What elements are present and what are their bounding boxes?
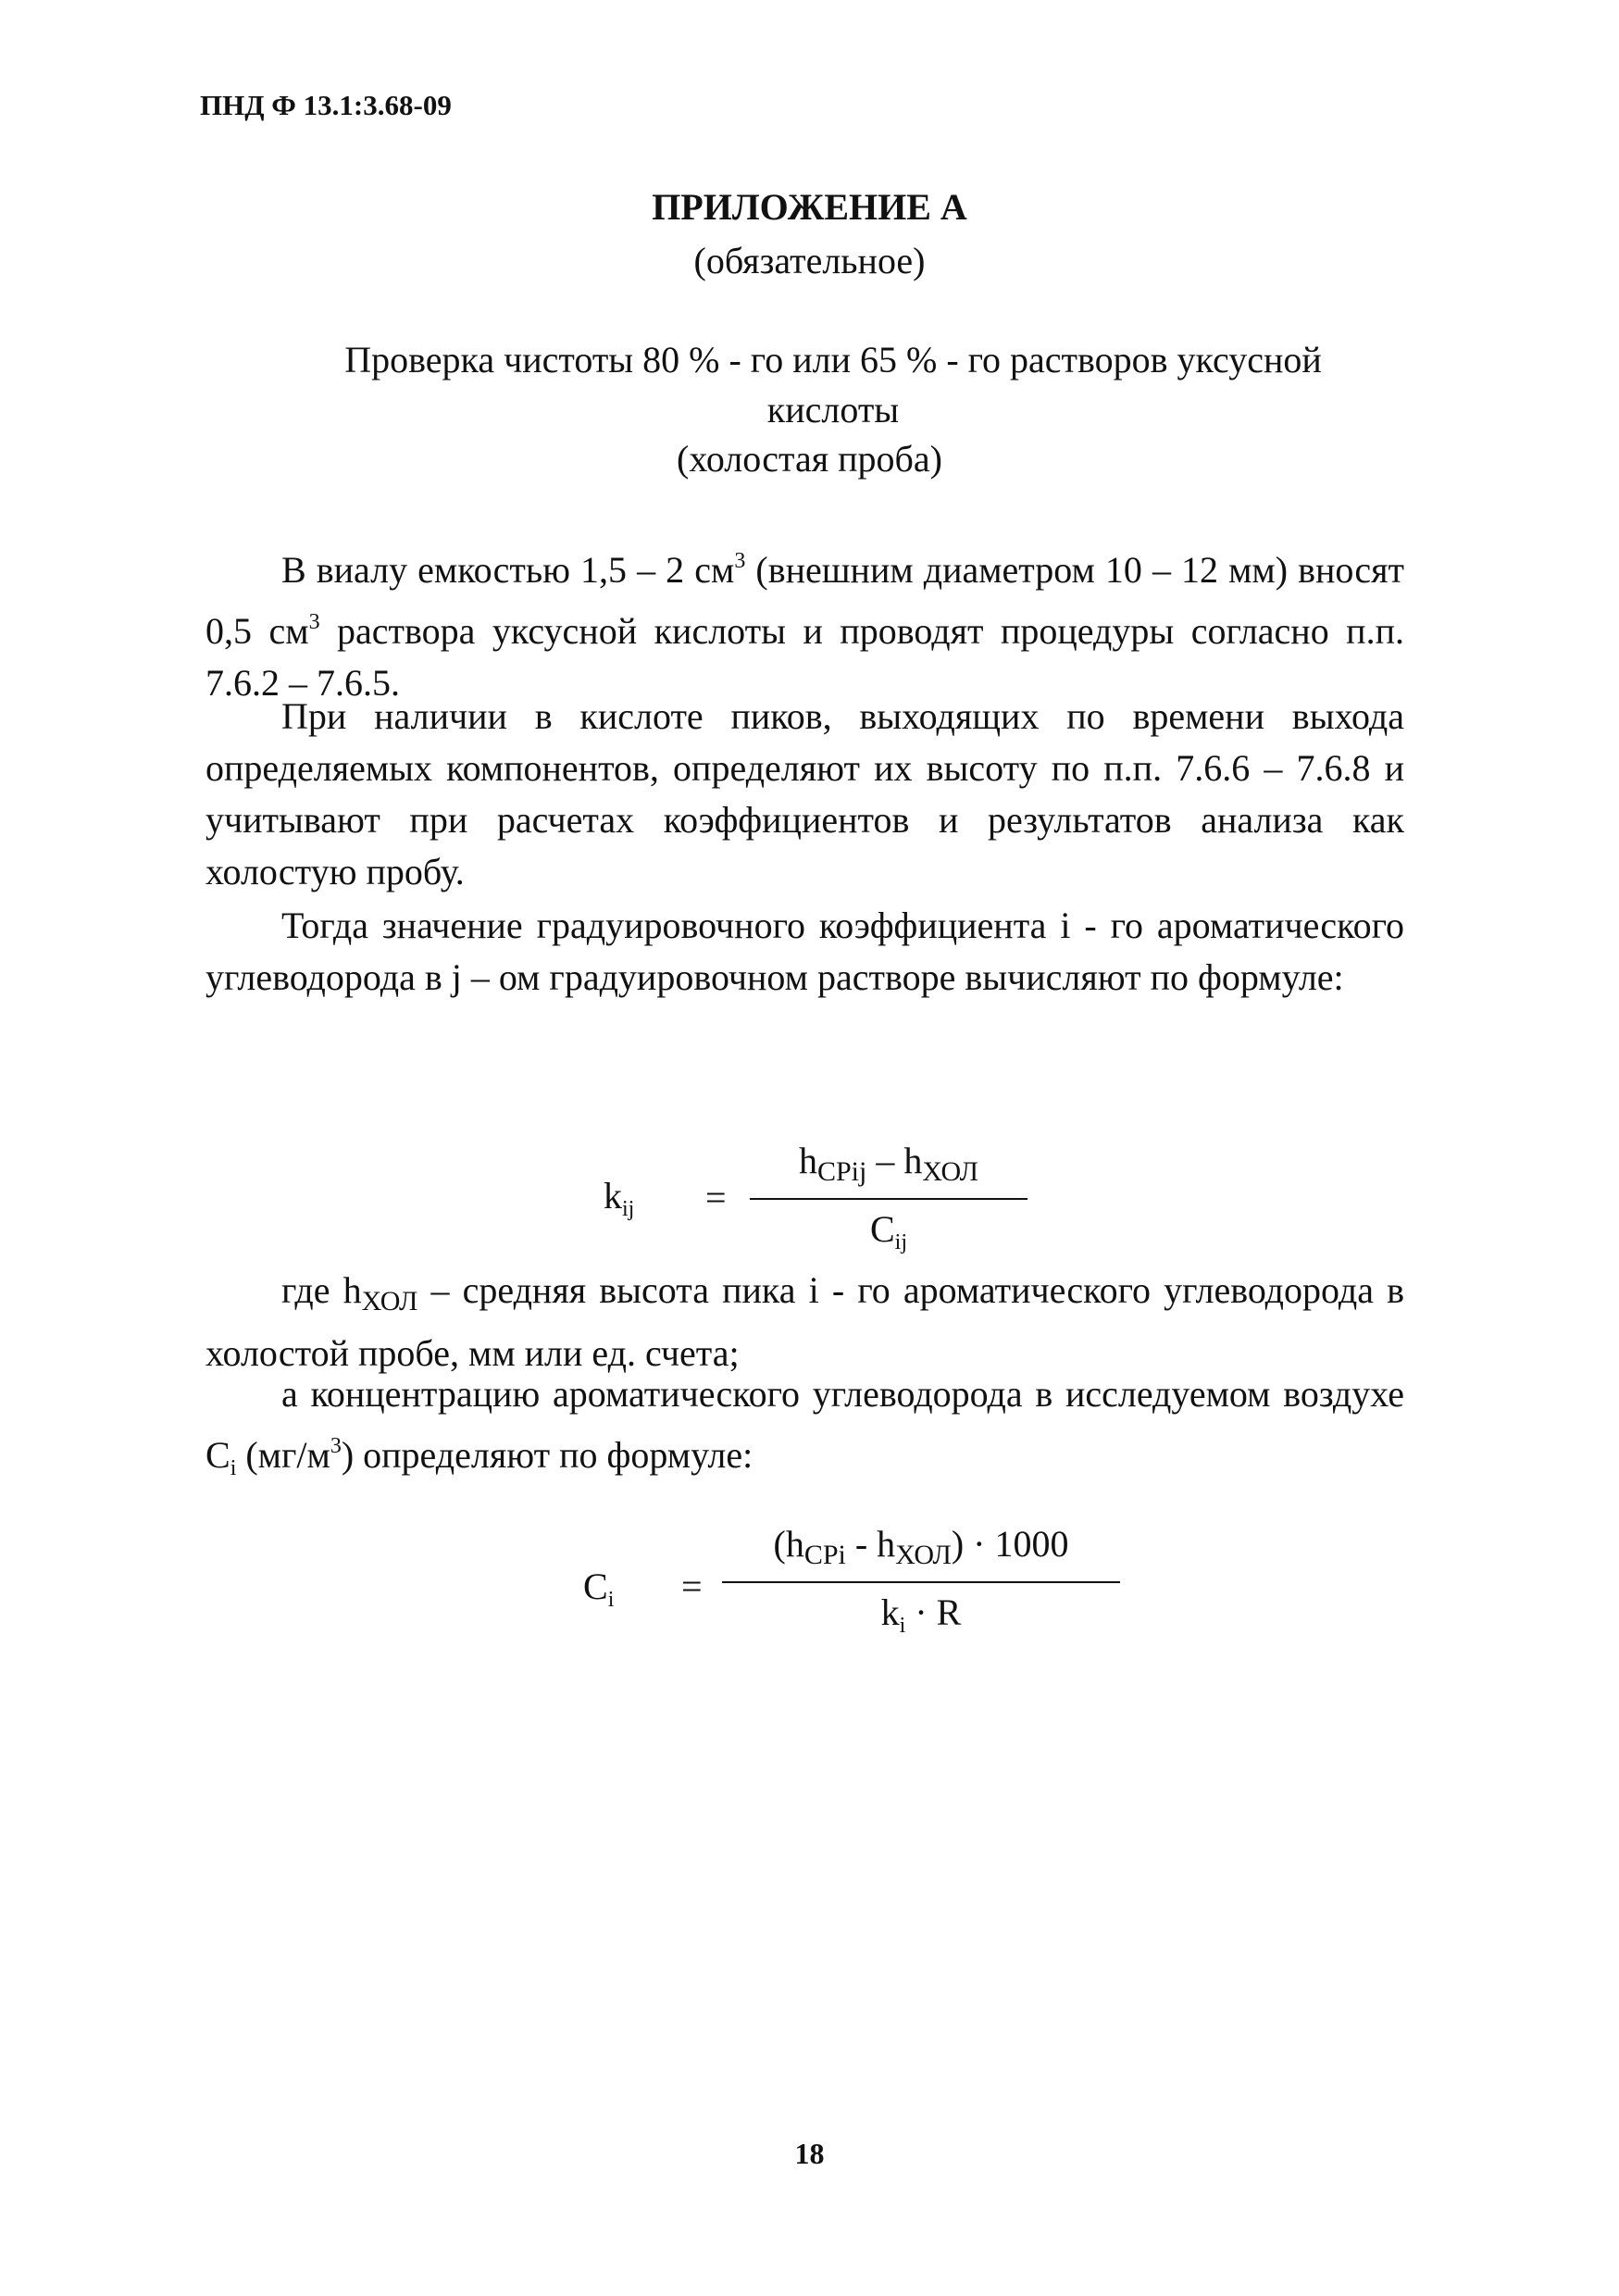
section-title: Проверка чистоты 80 % - го или 65 % - го растворов уксусной кислоты <box>344 339 1322 430</box>
formula1-fraction-bar <box>750 1198 1027 1200</box>
paragraph-vial: В виалу емкостью 1,5 – 2 $см^3$ (внешним диаметром 10 – 12 мм) вносят 0,5 $см^3$ раствора уксусной кислоты и проводят процедуры согласно п.п. 7.6.2 – 7.6.5. <box>205 549 1404 704</box>
paragraph-peaks: При наличии в кислоте пиков, выходящих по времени выхода определяемых компонентов, определяют их высоту по п.п. 7.6.6 – 7.6.8 и учитывают при расчетах коэффициентов и результатов анализа как холостую пробу. <box>205 695 1404 892</box>
paragraph-concentration: а концентрацию ароматического углеводорода в исследуемом воздухе $C_i$ $(мг/м^3)$ определяют по формуле: <box>205 1373 1404 1480</box>
page-number: 18 <box>794 2137 825 2170</box>
appendix-title: ПРИЛОЖЕНИЕ А <box>652 186 967 228</box>
formula1-equals: = <box>705 1177 727 1218</box>
formula2-numerator: $(h_{CPi} - h_{ХОЛ}) \cdot 1000$ <box>773 1523 1069 1570</box>
appendix-note: (обязательное) <box>693 240 926 281</box>
section-subtitle: (холостая проба) <box>677 438 942 480</box>
formula2-equals: = <box>681 1566 703 1607</box>
formula1-lhs: $k_{ij}$ <box>604 1175 635 1221</box>
formula1-denominator: $C_{ij}$ <box>869 1208 908 1254</box>
formula2-denominator: $k_i \cdot R$ <box>880 1591 962 1638</box>
formula2-fraction-bar <box>722 1581 1120 1583</box>
formula1-numerator: $h_{CPij} - h_{ХОЛ}$ <box>798 1140 979 1187</box>
paragraph-calibration: Тогда значение градуировочного коэффициента i - го ароматического углеводорода в j – ом градуировочном растворе вычисляют по формуле: <box>205 905 1404 998</box>
document-code-header: ПНД Ф 13.1:3.68-09 <box>200 89 452 121</box>
paragraph-blank-definition: где $h_{ХОЛ}$ – средняя высота пика i - го ароматического углеводорода в холостой пробе, мм или ед. счета; <box>205 1269 1404 1374</box>
formula2-lhs: $C_i$ <box>583 1566 615 1612</box>
